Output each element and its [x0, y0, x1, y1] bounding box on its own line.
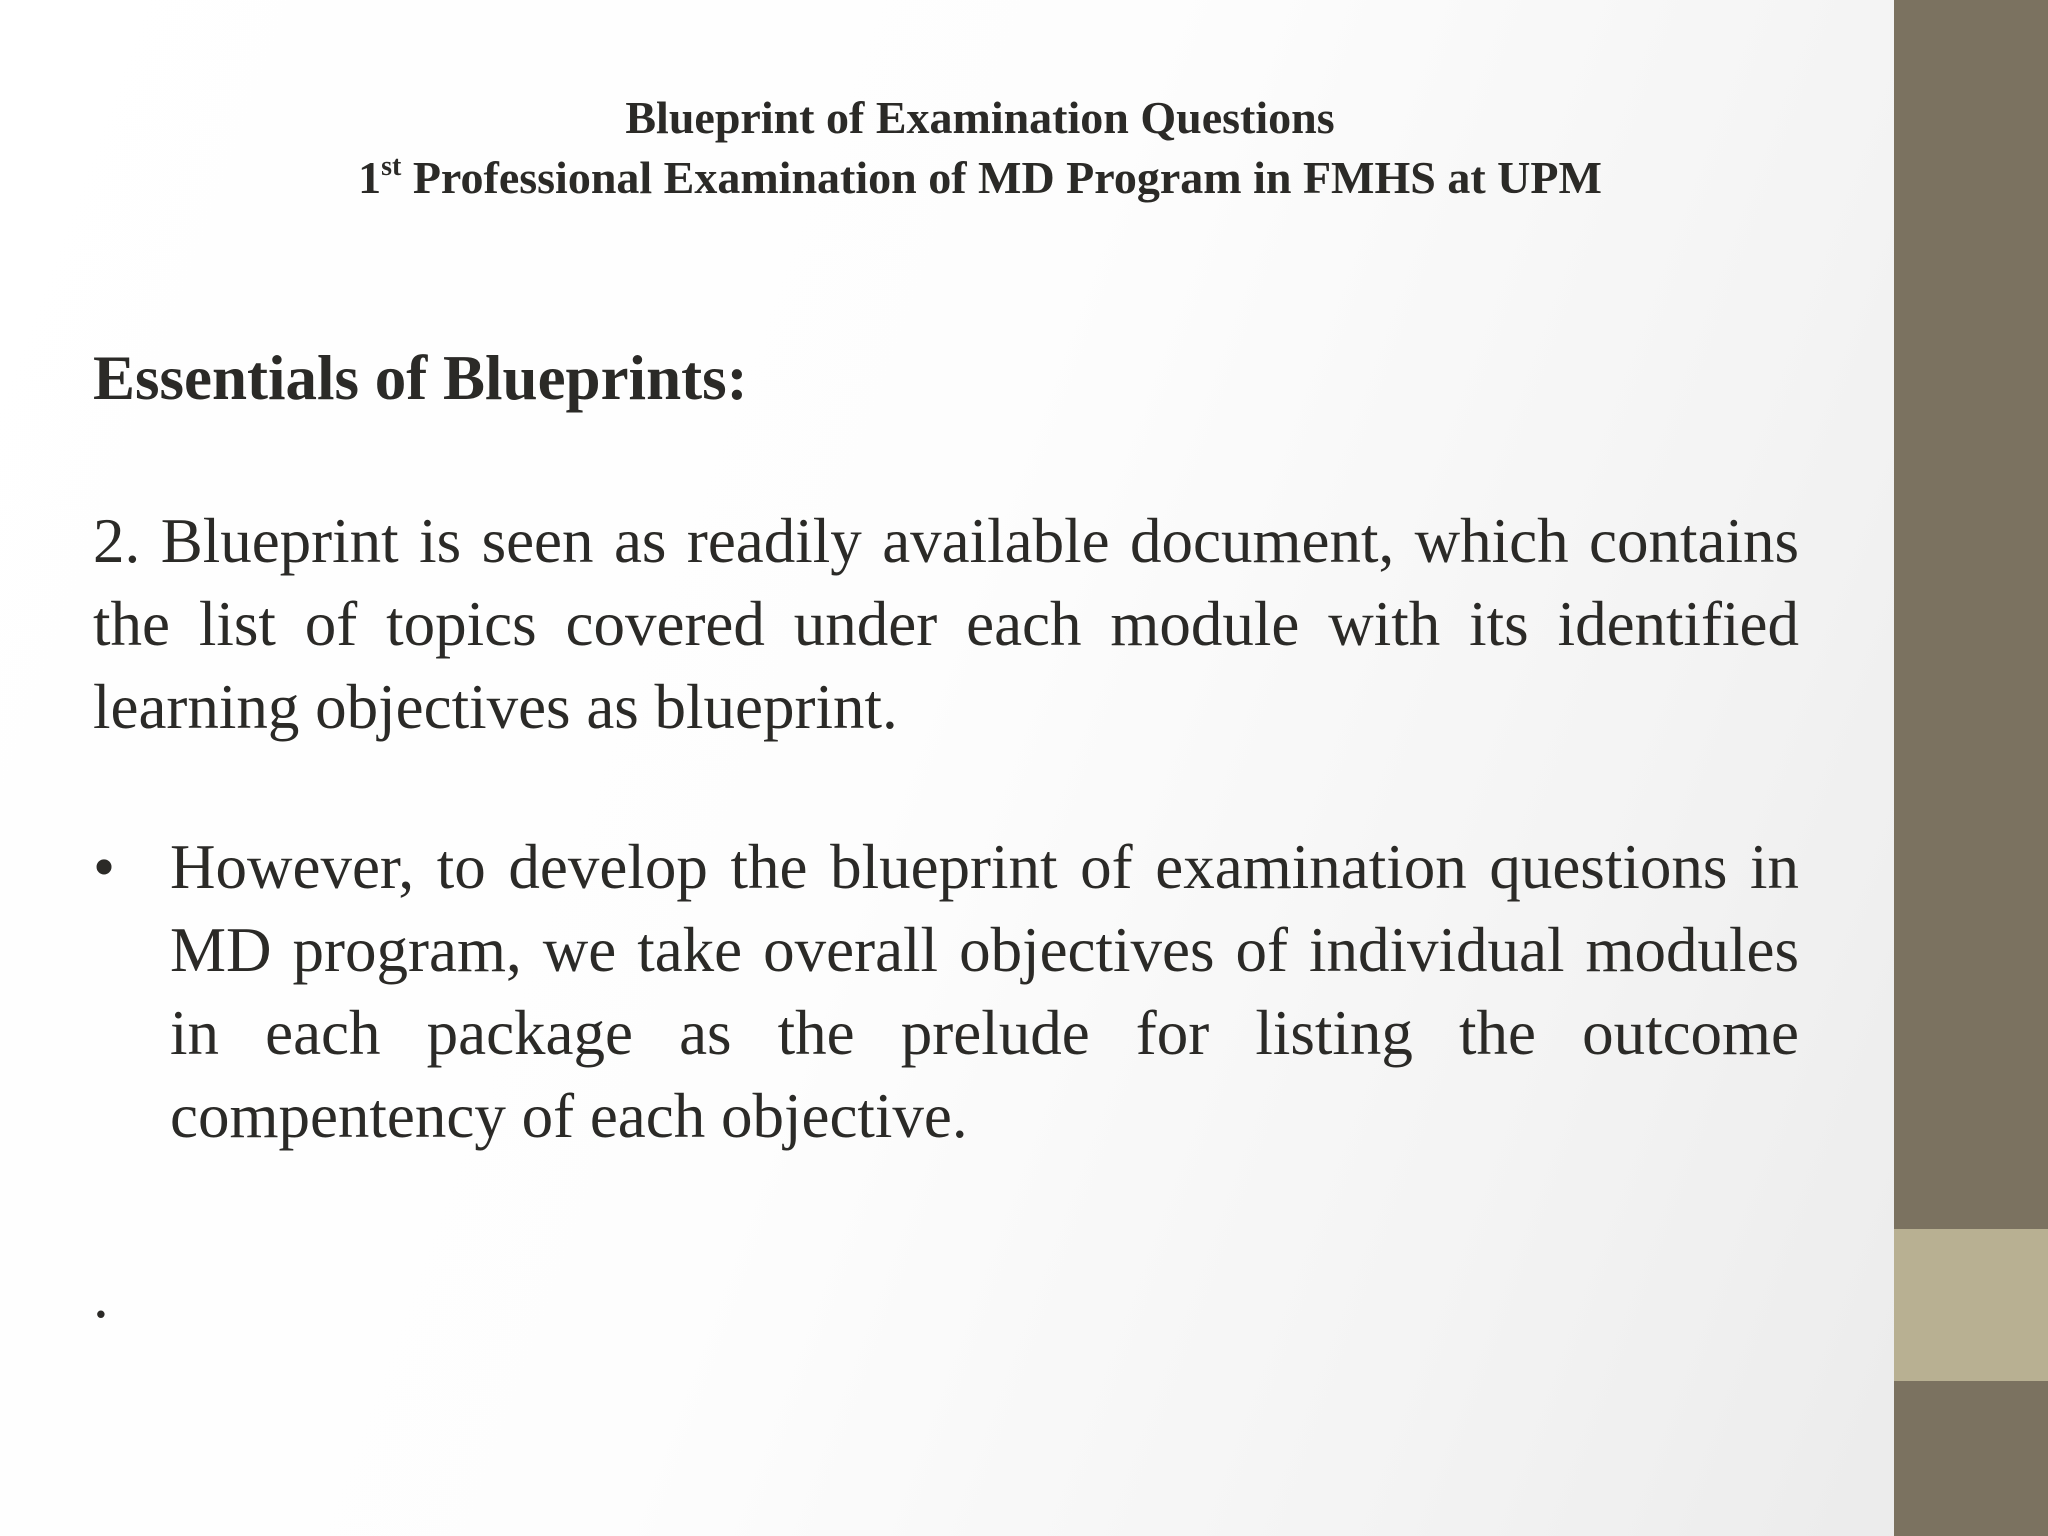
sidebar-accent-band — [1894, 1229, 2048, 1381]
bullet-icon: • — [93, 832, 116, 902]
numbered-paragraph: 2. Blueprint is seen as readily available document, which contains the list of topics covered under each module with its identified learning objectives as blueprint. — [93, 506, 1799, 742]
bullet-item — [93, 826, 1799, 1158]
bullet-text: However, to develop the blueprint of examination questions in MD program, we take overall objectives of individual modules in each package as the prelude for listing the outcome compentency of each objective. — [170, 832, 1799, 1151]
slide-title — [0, 88, 1960, 208]
title-ordinal-suffix: st — [381, 151, 402, 182]
title-line-1: Blueprint of Examination Questions — [625, 92, 1335, 143]
trailing-dot: . — [93, 1261, 109, 1331]
section-heading: Essentials of Blueprints: — [93, 343, 748, 413]
decorative-sidebar — [1894, 0, 2048, 1536]
title-line-2 — [0, 148, 1960, 208]
title-line-2-text: Professional Examination of MD Program in FMHS at UPM — [401, 152, 1602, 203]
title-ordinal-number: 1 — [358, 152, 382, 203]
